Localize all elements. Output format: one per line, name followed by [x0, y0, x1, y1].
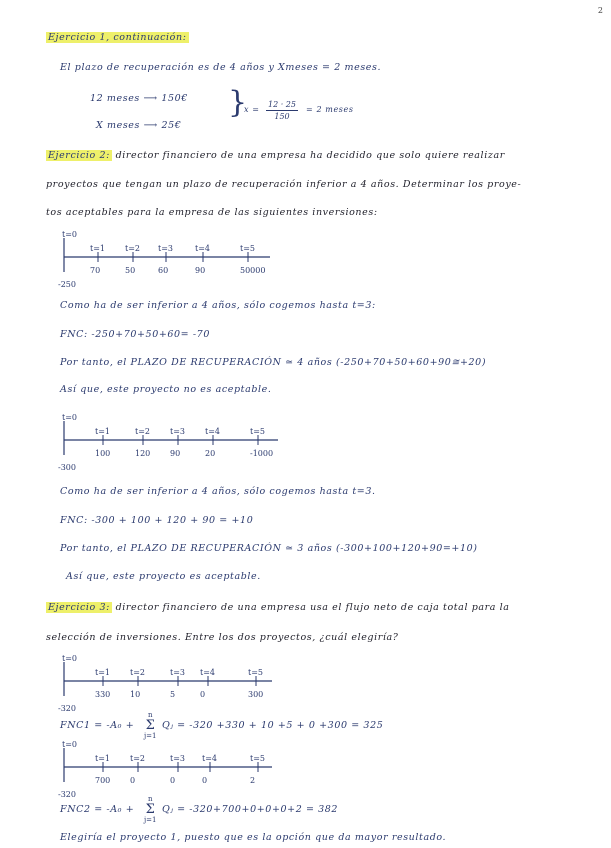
timeline-period-label: t=3 [170, 427, 186, 436]
ej2-p2-text2: Por tanto, el PLAZO DE RECUPERACIÓN ≃ 3 años (-300+100+120+90=+10) [60, 543, 478, 554]
timeline-period-label: t=3 [170, 754, 186, 763]
timeline-period-label: t=3 [170, 668, 186, 677]
timeline-period-label: t=1 [90, 244, 106, 253]
ej2-intro3: tos aceptables para la empresa de las siguientes inversiones: [46, 207, 378, 218]
page-number: 2 [597, 6, 603, 15]
timeline-cashflow-value: 0 [130, 776, 136, 785]
timeline-start-label: t=0 [62, 654, 78, 663]
timeline-start-label: t=0 [62, 740, 78, 749]
timeline-cashflow-value: 50 [125, 266, 136, 275]
sum-symbol-1 [144, 711, 157, 740]
timeline-cashflow-value: 700 [95, 776, 111, 785]
timeline-cashflow-value: 100 [95, 449, 111, 458]
timeline-ej2-proj1 [58, 230, 298, 290]
timeline-period-label: t=4 [202, 754, 218, 763]
timeline-period-label: t=2 [130, 668, 146, 677]
sigma-icon: Σ [145, 802, 155, 817]
timeline-cashflow-value: 50000 [240, 266, 266, 275]
timeline-period-label: t=5 [240, 244, 256, 253]
timeline-cashflow-value: 20 [205, 449, 216, 458]
ej2-intro2: proyectos que tengan un plazo de recuperación inferior a 4 años. Determinar los proye- [46, 179, 522, 190]
ej2-p2-text1: Como ha de ser inferior a 4 años, sólo cogemos hasta t=3. [60, 486, 376, 497]
ej1-title [46, 32, 189, 43]
timeline-cashflow-value: 300 [248, 690, 264, 699]
ej1-rule1: 12 meses ⟶ 150€ [90, 93, 188, 104]
ej3-intro1: director financiero de una empresa usa el flujo neto de caja total para la [115, 602, 510, 613]
timeline-start-label: t=0 [62, 230, 78, 239]
ej3-title: Ejercicio 3: [48, 602, 110, 613]
timeline-cashflow-value: 0 [200, 690, 206, 699]
sigma-icon: Σ [145, 718, 155, 733]
ej3-fnc1-prefix: FNC1 = -A₀ + [60, 720, 135, 731]
timeline-cashflow-value: 0 [170, 776, 176, 785]
timeline-ej2-proj2 [58, 413, 298, 473]
timeline-period-label: t=2 [130, 754, 146, 763]
sum-lower-limit: j=1 [144, 816, 157, 824]
ej3-intro-line1 [46, 602, 510, 613]
sum-symbol-2 [144, 795, 157, 824]
timeline-cashflow-value: 70 [90, 266, 101, 275]
timeline-cashflow-value: 120 [135, 449, 151, 458]
ej1-title-highlight: Ejercicio 1, continuación: [48, 32, 187, 43]
sum-upper-limit: n [147, 795, 153, 803]
timeline-cashflow-value: 5 [170, 690, 176, 699]
ej1-x-prefix: x = [244, 105, 260, 114]
timeline-period-label: t=5 [248, 668, 264, 677]
ej3-fnc2-prefix: FNC2 = -A₀ + [60, 804, 135, 815]
timeline-start-label: t=0 [62, 413, 78, 422]
ej2-p1-text3: Así que, este proyecto no es aceptable. [60, 384, 272, 395]
timeline-initial-outlay: -320 [58, 704, 76, 713]
ej2-p1-text1: Como ha de ser inferior a 4 años, sólo cogemos hasta t=3: [60, 300, 376, 311]
timeline-period-label: t=1 [95, 427, 111, 436]
timeline-initial-outlay: -250 [58, 280, 76, 289]
timeline-ej3-proj1 [58, 654, 298, 713]
timeline-period-label: t=1 [95, 668, 111, 677]
ej1-line1: El plazo de recuperación es de 4 años y Xmeses = 2 meses. [60, 62, 382, 73]
ej3-fnc2-rest: Qⱼ = -320+700+0+0+0+2 = 382 [162, 804, 339, 815]
timeline-cashflow-value: 10 [130, 690, 141, 699]
timeline-cashflow-value: 60 [158, 266, 169, 275]
timeline-cashflow-value: 330 [95, 690, 111, 699]
timeline-cashflow-value: -1000 [250, 449, 274, 458]
timeline-period-label: t=4 [205, 427, 221, 436]
timeline-period-label: t=2 [125, 244, 141, 253]
ej2-title: Ejercicio 2: [48, 150, 110, 161]
timeline-period-label: t=5 [250, 427, 266, 436]
ej2-p1-fnc: FNC: -250+70+50+60= -70 [60, 329, 210, 340]
timeline-period-label: t=4 [200, 668, 216, 677]
timeline-period-label: t=2 [135, 427, 151, 436]
timeline-initial-outlay: -320 [58, 790, 76, 799]
ej1-fraction-denominator: 150 [274, 112, 290, 121]
ej2-intro-line1 [46, 150, 505, 161]
ej2-p2-text3: Así que, este proyecto es aceptable. [66, 571, 261, 582]
timeline-cashflow-value: 90 [170, 449, 181, 458]
timeline-initial-outlay: -300 [58, 463, 76, 472]
timeline-period-label: t=5 [250, 754, 266, 763]
ej1-rule2: X meses ⟶ 25€ [96, 120, 182, 131]
brace-icon: } [228, 85, 248, 120]
ej3-conclusion: Elegiría el proyecto 1, puesto que es la opción que da mayor resultado. [60, 832, 447, 843]
timeline-cashflow-value: 2 [250, 776, 256, 785]
ej1-x-result: = 2 meses [306, 105, 354, 114]
ej3-fnc1-rest: Qⱼ = -320 +330 + 10 +5 + 0 +300 = 325 [162, 720, 384, 731]
ej2-p1-text2: Por tanto, el PLAZO DE RECUPERACIÓN ≃ 4 años (-250+70+50+60+90≅+20) [60, 357, 487, 368]
sum-lower-limit: j=1 [144, 732, 157, 740]
ej1-fraction [266, 99, 298, 122]
timeline-ej3-proj2 [58, 740, 298, 799]
ej2-intro1: director financiero de una empresa ha decidido que solo quiere realizar [115, 150, 505, 161]
ej3-intro2: selección de inversiones. Entre los dos proyectos, ¿cuál elegiría? [46, 632, 399, 643]
timeline-cashflow-value: 0 [202, 776, 208, 785]
ej1-fraction-numerator: 12 · 25 [268, 100, 296, 109]
timeline-period-label: t=3 [158, 244, 174, 253]
sum-upper-limit: n [147, 711, 153, 719]
timeline-period-label: t=4 [195, 244, 211, 253]
ej2-p2-fnc: FNC: -300 + 100 + 120 + 90 = +10 [60, 515, 254, 526]
timeline-period-label: t=1 [95, 754, 111, 763]
timeline-cashflow-value: 90 [195, 266, 206, 275]
